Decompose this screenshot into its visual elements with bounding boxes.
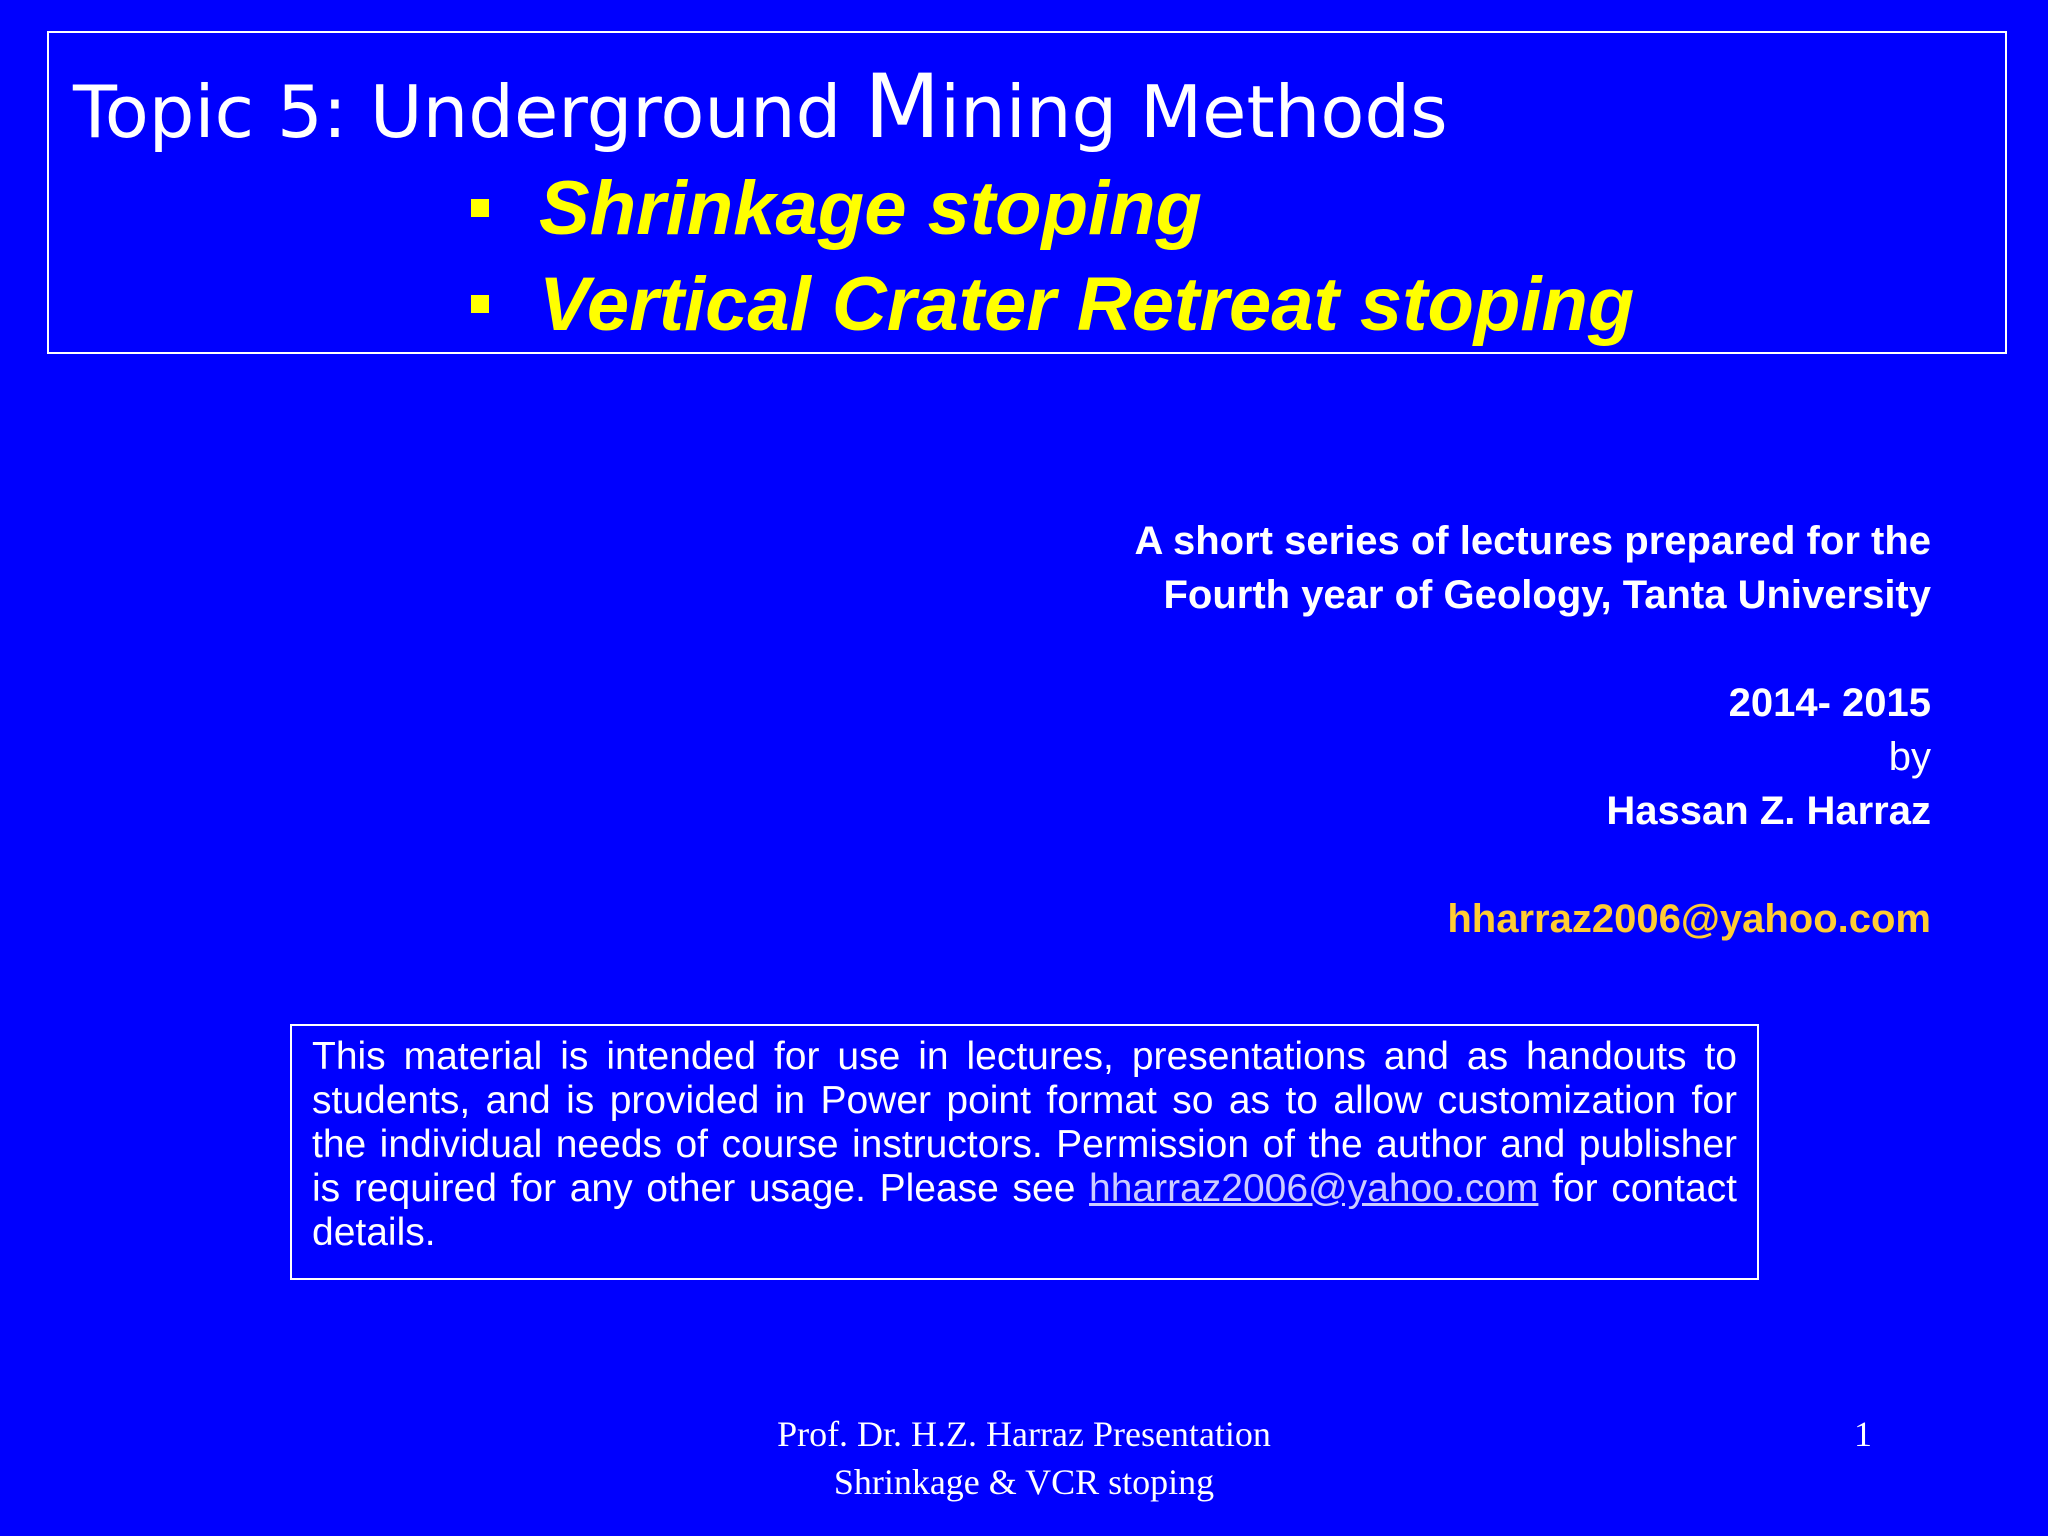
footer-line-2: Shrinkage & VCR stoping bbox=[833, 1462, 1215, 1502]
credits-years: 2014- 2015 bbox=[1728, 681, 1931, 725]
square-bullet-icon bbox=[471, 199, 489, 217]
bullet-label: Shrinkage stoping bbox=[539, 166, 1202, 251]
notice-text: This material is intended for use in lectures, presentations and as handouts to students, and is provided in Power point format so as to allow customization for the individual needs of course instructors. Permission of the author and publisher is required for any other usage. Please see bbox=[312, 1035, 1737, 1210]
footer bbox=[0, 1410, 2048, 1506]
credits-spacer bbox=[1134, 838, 1931, 892]
notice-tail: for contact details. bbox=[312, 1167, 1737, 1254]
notice-email-link[interactable]: hharraz2006@yahoo.com bbox=[1089, 1167, 1539, 1210]
credits-author: Hassan Z. Harraz bbox=[1606, 789, 1931, 833]
credits-line-1: A short series of lectures prepared for the bbox=[1134, 519, 1931, 563]
bullet-item-shrinkage bbox=[469, 161, 1634, 257]
page-number: 1 bbox=[1854, 1414, 1872, 1454]
credits-line-2: Fourth year of Geology, Tanta University bbox=[1163, 573, 1931, 617]
title-prefix: Topic 5: Underground bbox=[73, 70, 865, 154]
square-bullet-icon bbox=[471, 295, 489, 313]
title-suffix: ining Methods bbox=[940, 70, 1448, 154]
credits-email: hharraz2006@yahoo.com bbox=[1447, 897, 1931, 941]
credits-by: by bbox=[1888, 735, 1931, 779]
credits-block bbox=[1134, 514, 1931, 946]
bullet-item-vcr bbox=[469, 257, 1634, 353]
title-box bbox=[47, 31, 2007, 354]
credits-spacer bbox=[1134, 622, 1931, 676]
title-big-letter: M bbox=[864, 55, 941, 158]
slide-title bbox=[73, 55, 1448, 158]
bullet-label: Vertical Crater Retreat stoping bbox=[539, 262, 1635, 347]
topic-bullet-list bbox=[469, 161, 1634, 353]
footer-line-1: Prof. Dr. H.Z. Harraz Presentation bbox=[777, 1414, 1271, 1454]
usage-notice bbox=[290, 1024, 1759, 1280]
